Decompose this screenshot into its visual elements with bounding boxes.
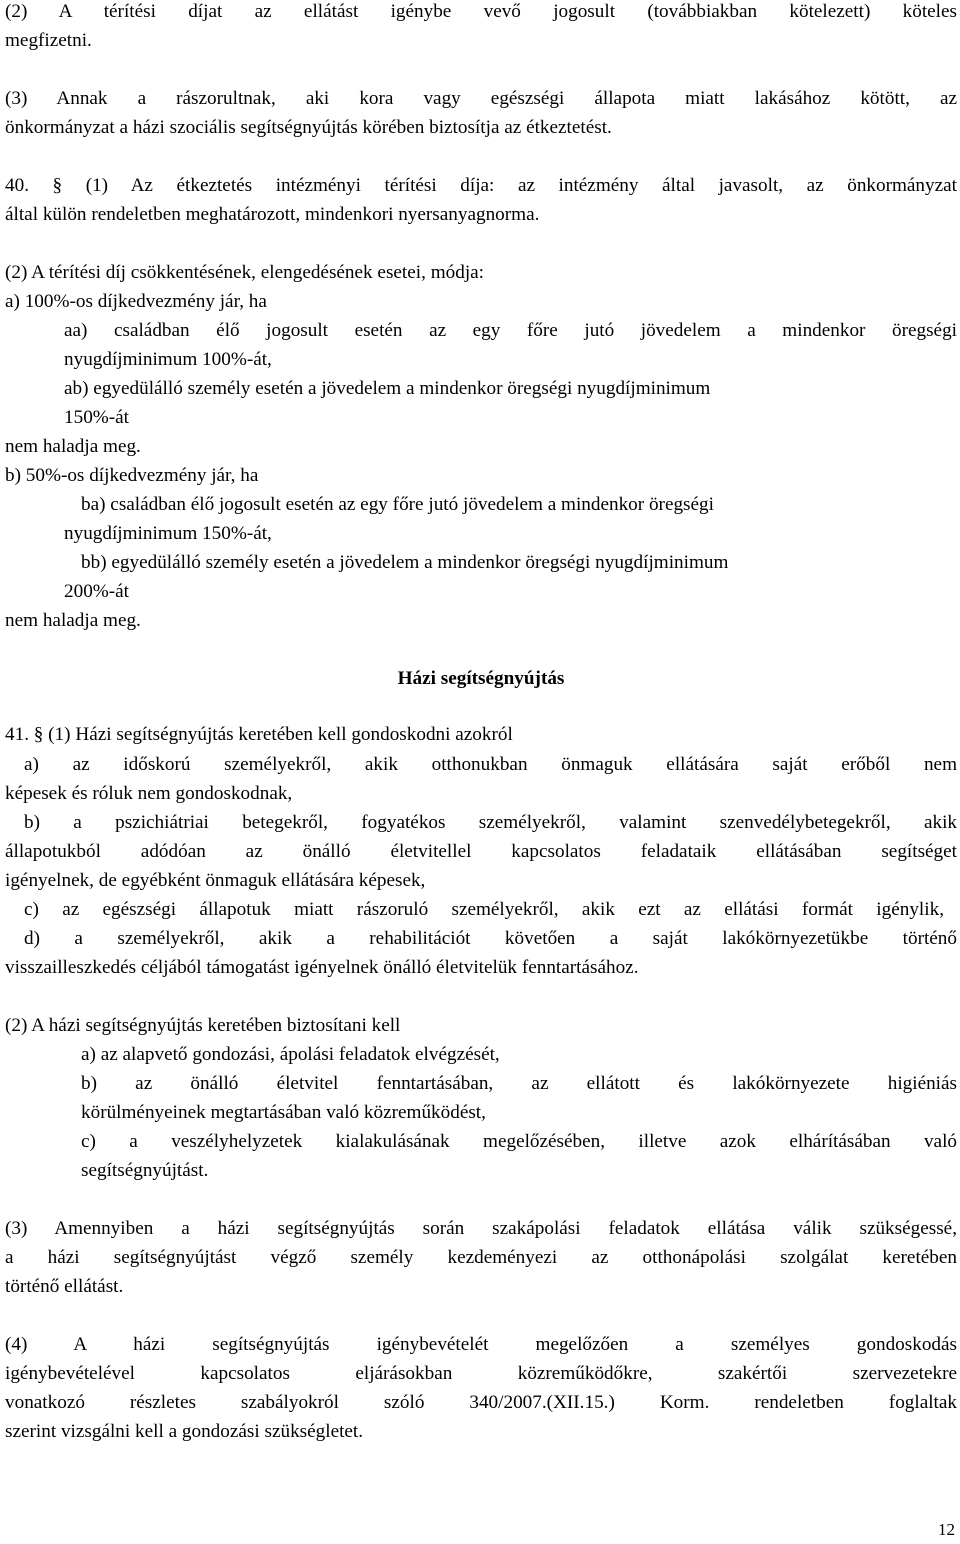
text-line: nem haladja meg. xyxy=(5,436,141,457)
list-item-ba: ba) családban élő jogosult esetén az egy főre jutó jövedelem a mindenkor öregségi xyxy=(81,494,714,515)
section-41-heading-line: 41. § (1) Házi segítségnyújtás keretében kell gondoskodni azokról xyxy=(5,724,513,745)
list-item-ab: ab) egyedülálló személy esetén a jövedelem a mindenkor öregségi nyugdíjminimum xyxy=(64,378,711,399)
text-line: állapotukból adódóan az önálló életvitellel kapcsolatos feladataik ellátásában segítséget xyxy=(5,841,957,862)
list-item-c: c) az egészségi állapotuk miatt rászoruló személyekről, akik ezt az ellátási formát igénylik, xyxy=(24,899,944,920)
section-heading: Házi segítségnyújtás xyxy=(397,668,565,689)
list-item-a: a) 100%-os díjkedvezmény jár, ha xyxy=(5,291,267,312)
text-line: a házi segítségnyújtást végző személy kezdeményezi az otthonápolási szolgálat keretében xyxy=(5,1247,957,1268)
list-item-aa: aa) családban élő jogosult esetén az egy főre jutó jövedelem a mindenkor öregségi xyxy=(64,320,957,341)
text-line: megfizetni. xyxy=(5,30,92,51)
text-line: segítségnyújtást. xyxy=(81,1160,209,1181)
text-line: igénybevételével kapcsolatos eljárásokban közreműködőkre, szakértői szervezetekre xyxy=(5,1363,957,1384)
text-line: (3) Annak a rászorultnak, aki kora vagy egészségi állapota miatt lakásához kötött, az xyxy=(5,88,957,109)
text-line: (2) A térítési díj csökkentésének, elengedésének esetei, módja: xyxy=(5,262,484,283)
text-line: igényelnek, de egyébként önmaguk ellátására képesek, xyxy=(5,870,426,891)
text-line: önkormányzat a házi szociális segítségnyújtás körében biztosítja az étkeztetést. xyxy=(5,117,612,138)
list-item-a: a) az időskorú személyekről, akik otthonukban önmaguk ellátására saját erőből nem xyxy=(24,754,957,775)
list-item-b: b) az önálló életvitel fenntartásában, az ellátott és lakókörnyezete higiéniás xyxy=(81,1073,957,1094)
text-line: (2) A házi segítségnyújtás keretében biztosítani kell xyxy=(5,1015,401,1036)
text-line: szerint vizsgálni kell a gondozási szükségletet. xyxy=(5,1421,364,1442)
text-line: vonatkozó részletes szabályokról szóló 340/2007.(XII.15.) Korm. rendeletben foglaltak xyxy=(5,1392,957,1413)
text-line: történő ellátást. xyxy=(5,1276,124,1297)
list-item-bb: bb) egyedülálló személy esetén a jövedelem a mindenkor öregségi nyugdíjminimum xyxy=(81,552,729,573)
list-item-d: d) a személyekről, akik a rehabilitációt követően a saját lakókörnyezetükbe történő xyxy=(24,928,957,949)
text-line: képesek és róluk nem gondoskodnak, xyxy=(5,783,293,804)
list-item-b: b) a pszichiátriai betegekről, fogyatékos személyekről, valamint szenvedélybetegekről, akik xyxy=(24,812,957,833)
list-item-a: a) az alapvető gondozási, ápolási feladatok elvégzését, xyxy=(81,1044,500,1065)
text-line: nem haladja meg. xyxy=(5,610,141,631)
text-line: (3) Amennyiben a házi segítségnyújtás során szakápolási feladatok ellátása válik szükségessé, xyxy=(5,1218,957,1239)
text-line: (2) A térítési díjat az ellátást igénybe vevő jogosult (továbbiakban kötelezett) köteles xyxy=(5,1,957,22)
text-line: 200%-át xyxy=(64,581,130,602)
text-line: nyugdíjminimum 100%-át, xyxy=(64,349,272,370)
text-line: 150%-át xyxy=(64,407,130,428)
list-item-b: b) 50%-os díjkedvezmény jár, ha xyxy=(5,465,259,486)
page-number: 12 xyxy=(938,1520,955,1539)
text-line: körülményeinek megtartásában való közreműködést, xyxy=(81,1102,486,1123)
list-item-c: c) a veszélyhelyzetek kialakulásának megelőzésében, illetve azok elhárításában való xyxy=(81,1131,957,1152)
text-line: visszailleszkedés céljából támogatást igényelnek önálló életvitelük fenntartásához. xyxy=(5,957,639,978)
section-40-heading-line: 40. § (1) Az étkeztetés intézményi térítési díja: az intézmény által javasolt, az önkormányzat xyxy=(5,175,957,196)
text-line: (4) A házi segítségnyújtás igénybevételét megelőzően a személyes gondoskodás xyxy=(5,1334,957,1355)
text-line: nyugdíjminimum 150%-át, xyxy=(64,523,272,544)
text-line: által külön rendeletben meghatározott, mindenkori nyersanyagnorma. xyxy=(5,204,540,225)
